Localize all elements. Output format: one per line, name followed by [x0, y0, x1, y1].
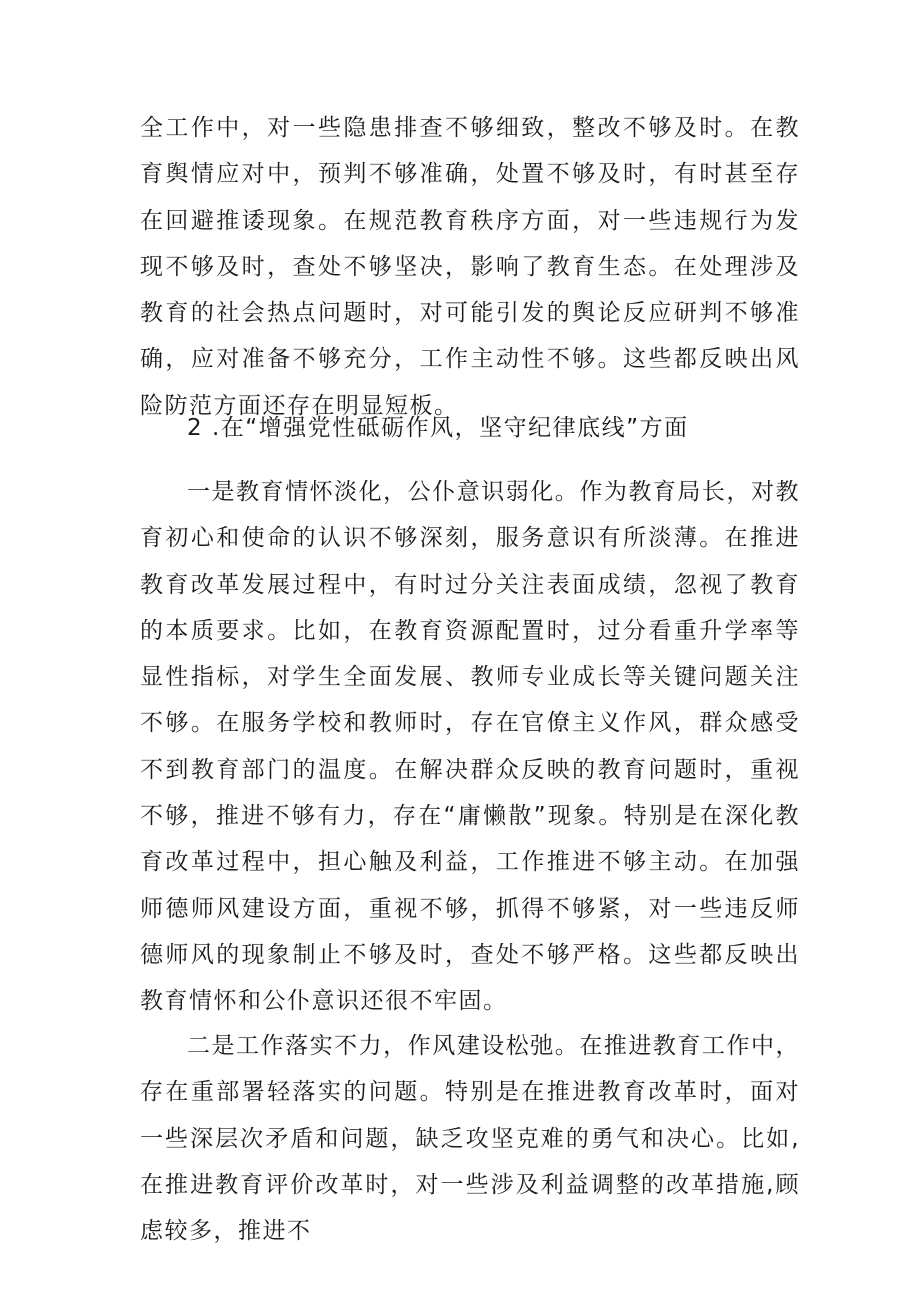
- text-line: 决群众反映的教育问题时，重视不够，推进不够有力，存在“庸: [140, 756, 801, 830]
- paragraph-one: [140, 469, 800, 1025]
- text-line: 师时，存在官僚主义作风，群众感受不到教育部门的温度。在解: [140, 710, 801, 783]
- paragraph-continuation: [140, 105, 800, 429]
- heading-text: 2 .在“增强党性砥砺作风，坚守纪律底线”方面: [187, 415, 689, 441]
- paragraph-text: [140, 105, 800, 429]
- text-line: 全工作中，对一些隐患排查不够细致，整改不够及时。在教育舆: [140, 115, 800, 188]
- text-line: 评价改革时，对一些涉及利益调整的改革措施,顾虑较多，推进不: [140, 1171, 801, 1245]
- text-line: 初心和使命的认识不够深刻，服务意识有所淡薄。在推进教育改: [140, 525, 801, 598]
- text-line: 革发展过程中，有时过分关注表面成绩，忽视了教育的本质要求。: [140, 571, 801, 644]
- text-line: 层次矛盾和问题，缺乏攻坚克难的勇气和决心。比如,在推进教育: [140, 1125, 801, 1198]
- text-line: 二是工作落实不力，作风建设松弛。在推进教育工作中，存: [140, 1033, 800, 1106]
- text-line: 懒散”现象。特别是在深化教育改革过程中，担心触及利益，工: [140, 803, 800, 876]
- section-heading: [140, 405, 800, 451]
- text-line: 全面发展、教师专业成长等关键问题关注不够。在服务学校和教: [140, 664, 801, 737]
- text-line: 这些都反映出教育情怀和公仆意识还很不牢固。: [140, 941, 801, 1015]
- text-line: 诿现象。在规范教育秩序方面，对一些违规行为发现不够及时，: [140, 207, 801, 280]
- paragraph-text: [140, 1023, 800, 1254]
- text-line: 比如，在教育资源配置时，过分看重升学率等显性指标，对学生: [140, 617, 801, 691]
- text-line: 一是教育情怀淡化，公仆意识弱化。作为教育局长，对教育: [140, 479, 800, 552]
- text-line: 查处不够坚决，影响了教育生态。在处理涉及教育的社会热点问: [140, 253, 801, 327]
- text-line: 在重部署轻落实的问题。特别是在推进教育改革时，面对一些深: [140, 1079, 801, 1152]
- text-line: 题时，对可能引发的舆论反应研判不够准确，应对准备不够充分，: [140, 300, 801, 373]
- text-line: 作推进不够主动。在加强师德师风建设方面，重视不够，抓得不: [140, 849, 801, 922]
- text-line: 够紧，对一些违反师德师风的现象制止不够及时，查处不够严格。: [140, 895, 801, 968]
- text-line: 情应对中，预判不够准确，处置不够及时，有时甚至存在回避推: [140, 161, 801, 234]
- paragraph-text: [140, 469, 800, 1025]
- paragraph-two: [140, 1023, 800, 1254]
- text-line: 工作主动性不够。这些都反映出风险防范方面还存在明显短板。: [140, 346, 801, 419]
